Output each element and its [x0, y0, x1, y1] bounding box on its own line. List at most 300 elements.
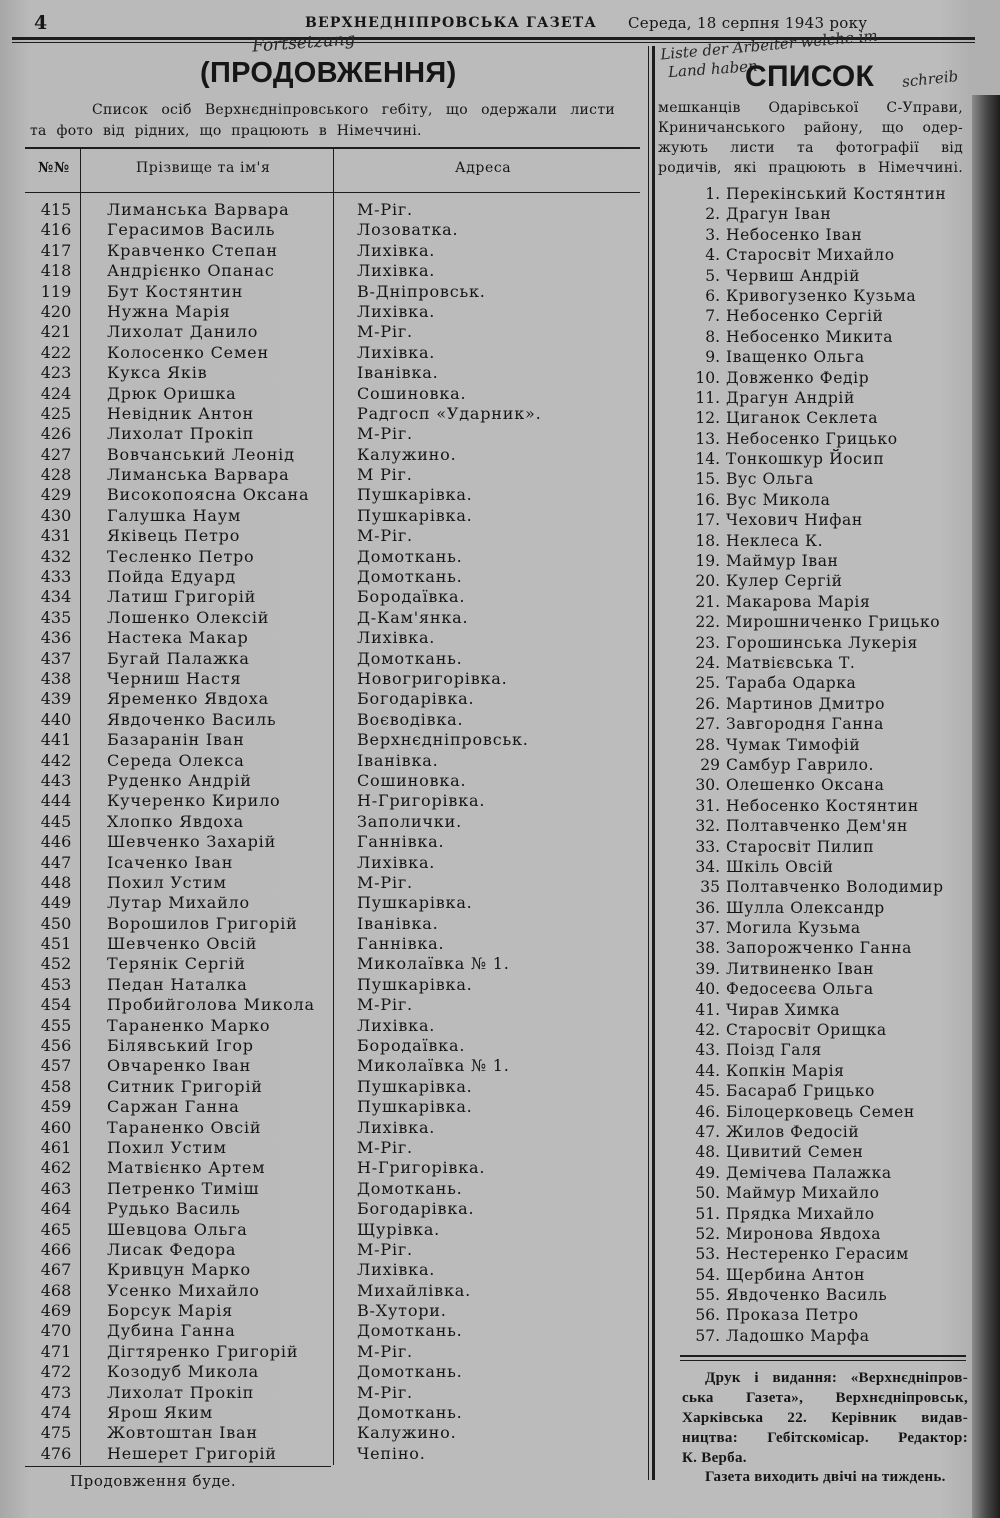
list-item	[660, 266, 970, 286]
list-item	[660, 673, 970, 693]
list-item	[660, 1183, 970, 1203]
item-number: 41.	[695, 1000, 720, 1019]
list-item	[660, 898, 970, 918]
item-number: 43.	[695, 1041, 720, 1060]
column-header-address: Адреса	[455, 160, 512, 176]
table-row	[0, 547, 640, 567]
row-number: 445	[40, 811, 72, 831]
list-item	[660, 1040, 970, 1060]
item-name: Щербина Антон	[726, 1265, 866, 1284]
left-intro-line: Список осіб Верхнєдніпровського гебіту, що одержали листи	[92, 102, 615, 118]
row-address: Лихівка.	[357, 628, 436, 648]
row-number: 476	[40, 1443, 72, 1463]
table-row	[0, 1444, 640, 1464]
item-number: 52.	[695, 1224, 720, 1243]
item-name: Мирошниченко Грицько	[726, 613, 941, 632]
list-item	[660, 1265, 970, 1285]
table-bottom-rule	[25, 1466, 331, 1467]
item-number: 4.	[705, 246, 720, 265]
row-name: Кривцун Марко	[107, 1260, 251, 1280]
row-name: Кукса Яків	[107, 363, 208, 383]
row-name: Дубина Ганна	[107, 1321, 236, 1341]
row-number: 447	[40, 852, 72, 872]
item-name: Вус Ольга	[726, 470, 814, 489]
item-number: 23.	[695, 633, 720, 652]
list-item	[660, 612, 970, 632]
item-number: 22.	[695, 613, 720, 632]
row-name: Тараненко Овсій	[107, 1117, 262, 1137]
list-item	[660, 490, 970, 510]
list-item	[660, 877, 970, 897]
table-row	[0, 1077, 640, 1097]
list-item	[660, 755, 970, 775]
table-row	[0, 1403, 640, 1423]
row-name: Овчаренко Іван	[107, 1056, 252, 1076]
item-name: Іващенко Ольга	[726, 348, 865, 367]
table-row	[0, 628, 640, 648]
row-address: Домоткань.	[357, 546, 463, 566]
list-item	[660, 571, 970, 591]
list-item	[660, 1102, 970, 1122]
item-number: 15.	[695, 470, 720, 489]
table-row	[0, 424, 640, 444]
row-address: Калужино.	[357, 444, 457, 464]
continuation-title: (ПРОДОВЖЕННЯ)	[200, 57, 457, 89]
row-number: 416	[40, 220, 72, 240]
row-address: Іванівка.	[357, 913, 439, 933]
list-item	[660, 1326, 970, 1346]
row-number: 454	[40, 995, 72, 1015]
item-name: Цивитий Семен	[726, 1143, 864, 1162]
table-row	[0, 241, 640, 261]
row-name: Лиманська Варвара	[107, 465, 290, 485]
handwritten-note-left: Fortsetzung	[251, 29, 356, 57]
row-name: Невідник Антон	[107, 403, 254, 423]
item-number: 50.	[695, 1184, 720, 1203]
item-name: Драгун Іван	[726, 205, 832, 224]
list-item	[660, 1224, 970, 1244]
row-number: 455	[40, 1015, 72, 1035]
row-address: Домоткань.	[357, 648, 463, 668]
item-name: Ладошко Марфа	[726, 1326, 870, 1345]
row-address: Лихівка.	[357, 1117, 436, 1137]
item-number: 45.	[695, 1082, 720, 1101]
list-item	[660, 979, 970, 999]
row-address: Богодарівка.	[357, 1199, 475, 1219]
item-number: 29	[700, 755, 720, 774]
right-intro-line: родичів, які працюють в Німеччині.	[658, 160, 963, 176]
row-number: 440	[40, 709, 72, 729]
table-row	[0, 1016, 640, 1036]
row-number: 449	[40, 893, 72, 913]
table-row	[0, 567, 640, 587]
row-number: 469	[40, 1301, 72, 1321]
row-number: 453	[40, 974, 72, 994]
item-number: 55.	[695, 1286, 720, 1305]
table-row	[0, 791, 640, 811]
row-address: Д-Кам'янка.	[357, 607, 469, 627]
row-address: М-Ріг.	[357, 200, 413, 219]
item-name: Запорожченко Ганна	[726, 939, 912, 958]
item-name: Чумак Тимофій	[726, 735, 861, 754]
handwritten-note-right: schreib	[901, 67, 960, 91]
row-address: Н-Григорівка.	[357, 791, 486, 811]
item-name: Шулла Олександр	[726, 898, 885, 917]
list-item	[660, 1061, 970, 1081]
table-row	[0, 1199, 640, 1219]
publication-frequency: Газета виходить двічі на тиждень.	[705, 1469, 946, 1485]
row-name: Середа Олекса	[107, 750, 245, 770]
item-name: Матвієвська Т.	[726, 653, 856, 672]
list-item	[660, 653, 970, 673]
row-name: Лисак Федора	[107, 1239, 237, 1259]
table-row	[0, 873, 640, 893]
list-item	[660, 1244, 970, 1264]
item-name: Перекінський Костянтин	[726, 185, 947, 203]
row-number: 435	[40, 607, 72, 627]
table-row	[0, 649, 640, 669]
item-number: 21.	[695, 592, 720, 611]
recipients-table-body	[0, 200, 640, 1464]
row-number: 421	[40, 322, 72, 342]
table-row	[0, 363, 640, 383]
item-name: Олешенко Оксана	[726, 776, 885, 795]
row-name: Вовчанський Леонід	[107, 444, 295, 464]
right-intro-line: мешканців Одарівської С-Управи,	[658, 100, 963, 116]
to-be-continued: Продовження буде.	[70, 1472, 237, 1490]
row-address: Миколаївка № 1.	[357, 1056, 510, 1076]
imprint-line: К. Верба.	[682, 1450, 747, 1466]
row-number: 420	[40, 301, 72, 321]
row-number: 425	[40, 403, 72, 423]
item-name: Неклеса К.	[726, 531, 824, 550]
row-address: В-Хутори.	[357, 1301, 447, 1321]
list-item	[660, 245, 970, 265]
item-name: Небосенко Костянтин	[726, 796, 919, 815]
list-title: СПИСОК	[745, 60, 875, 93]
list-item	[660, 1020, 970, 1040]
item-number: 44.	[695, 1061, 720, 1080]
newspaper-title: ВЕРХНЕДНІПРОВСЬКА ГАЗЕТА	[305, 15, 597, 31]
row-address: Пушкарівка.	[357, 893, 473, 913]
item-name: Кулер Сергій	[726, 572, 843, 591]
item-number: 36.	[695, 898, 720, 917]
list-item	[660, 225, 970, 245]
item-number: 12.	[695, 409, 720, 428]
item-number: 19.	[695, 552, 720, 571]
row-name: Бут Костянтин	[107, 281, 244, 301]
row-name: Лихолат Прокіп	[107, 424, 255, 444]
item-number: 1.	[705, 185, 720, 203]
row-name: Нужна Марія	[107, 301, 231, 321]
row-name: Дігтяренко Григорій	[107, 1341, 299, 1361]
table-row	[0, 934, 640, 954]
row-address: Сошиновка.	[357, 383, 467, 403]
item-number: 46.	[695, 1102, 720, 1121]
table-row	[0, 445, 640, 465]
list-item	[660, 1305, 970, 1325]
row-number: 461	[40, 1137, 72, 1157]
row-number: 458	[40, 1076, 72, 1096]
row-name: Петренко Тиміш	[107, 1178, 260, 1198]
table-row	[0, 220, 640, 240]
list-item	[660, 1163, 970, 1183]
item-number: 35	[700, 878, 720, 897]
item-number: 11.	[695, 388, 720, 407]
item-name: Чехович Нифан	[726, 511, 863, 530]
item-number: 27.	[695, 715, 720, 734]
row-address: Ганнівка.	[357, 832, 445, 852]
item-name: Поізд Галя	[726, 1041, 822, 1060]
list-item	[660, 408, 970, 428]
row-number: 451	[40, 934, 72, 954]
table-row	[0, 587, 640, 607]
row-address: М-Ріг.	[357, 1382, 413, 1402]
row-name: Похил Устим	[107, 872, 227, 892]
imprint-rule-thin	[680, 1360, 966, 1361]
table-row	[0, 853, 640, 873]
row-address: Пушкарівка.	[357, 485, 473, 505]
item-number: 31.	[695, 796, 720, 815]
row-number: 460	[40, 1117, 72, 1137]
row-number: 459	[40, 1097, 72, 1117]
item-number: 25.	[695, 674, 720, 693]
table-row	[0, 200, 640, 220]
table-row	[0, 1321, 640, 1341]
row-name: Бугай Палажка	[107, 648, 250, 668]
row-name: Ворошилов Григорій	[107, 913, 298, 933]
list-item	[660, 1122, 970, 1142]
item-name: Макарова Марія	[726, 592, 871, 611]
imprint-line: Друк і видання: «Верхнєдніпров-	[705, 1370, 968, 1386]
item-number: 53.	[695, 1245, 720, 1264]
item-number: 51.	[695, 1204, 720, 1223]
row-number: 426	[40, 424, 72, 444]
list-item	[660, 510, 970, 530]
column-header-name: Прізвище та ім'я	[136, 160, 271, 176]
list-item	[660, 918, 970, 938]
row-name: Кучеренко Кирило	[107, 791, 281, 811]
row-number: 452	[40, 954, 72, 974]
table-row	[0, 1362, 640, 1382]
item-name: Циганок Секлета	[726, 409, 879, 428]
table-row	[0, 1118, 640, 1138]
table-row	[0, 608, 640, 628]
row-number: 443	[40, 770, 72, 790]
item-name: Копкін Марія	[726, 1061, 845, 1080]
table-row	[0, 1240, 640, 1260]
row-name: Борсук Марія	[107, 1301, 234, 1321]
row-address: Лозоватка.	[357, 220, 459, 240]
item-name: Нестеренко Герасим	[726, 1245, 909, 1264]
row-number: 475	[40, 1423, 72, 1443]
row-address: Радгосп «Ударник».	[357, 403, 542, 423]
row-name: Лошенко Олексій	[107, 607, 270, 627]
item-name: Явдоченко Василь	[726, 1286, 888, 1305]
row-address: Н-Григорівка.	[357, 1158, 486, 1178]
row-name: Лутар Михайло	[107, 893, 250, 913]
row-address: Калужино.	[357, 1423, 457, 1443]
table-row	[0, 1260, 640, 1280]
item-number: 9.	[705, 348, 720, 367]
item-name: Небосенко Грицько	[726, 429, 898, 448]
item-number: 34.	[695, 857, 720, 876]
list-item	[660, 429, 970, 449]
right-intro-line: жують листи та фотографії від	[658, 140, 963, 156]
row-number: 119	[40, 281, 72, 301]
table-row	[0, 689, 640, 709]
table-row	[0, 1220, 640, 1240]
list-item	[660, 714, 970, 734]
row-number: 417	[40, 240, 72, 260]
row-name: Похил Устим	[107, 1137, 227, 1157]
row-number: 434	[40, 587, 72, 607]
item-name: Драгун Андрій	[726, 388, 855, 407]
row-number: 424	[40, 383, 72, 403]
row-number: 432	[40, 546, 72, 566]
column-divider-thin	[648, 46, 649, 1480]
row-number: 470	[40, 1321, 72, 1341]
odarivka-list	[660, 184, 970, 1346]
row-name: Усенко Михайло	[107, 1280, 260, 1300]
table-row	[0, 893, 640, 913]
row-address: М-Ріг.	[357, 322, 413, 342]
table-row	[0, 954, 640, 974]
row-name: Терянік Сергій	[107, 954, 246, 974]
row-address: Богодарівка.	[357, 689, 475, 709]
item-name: Полтавченко Володимир	[726, 878, 944, 897]
item-name: Литвиненко Іван	[726, 959, 875, 978]
list-item	[660, 531, 970, 551]
item-number: 14.	[695, 450, 720, 469]
item-name: Горошинська Лукерія	[726, 633, 918, 652]
item-number: 18.	[695, 531, 720, 550]
item-number: 3.	[705, 225, 720, 244]
row-number: 439	[40, 689, 72, 709]
item-name: Маймур Іван	[726, 552, 839, 571]
row-address: Михайлівка.	[357, 1280, 471, 1300]
row-number: 422	[40, 342, 72, 362]
row-number: 438	[40, 668, 72, 688]
row-address: Пушкарівка.	[357, 505, 473, 525]
list-item	[660, 1000, 970, 1020]
item-number: 7.	[705, 307, 720, 326]
row-address: М-Ріг.	[357, 872, 413, 892]
item-name: Проказа Петро	[726, 1306, 859, 1325]
table-row	[0, 322, 640, 342]
list-item	[660, 469, 970, 489]
row-address: Іванівка.	[357, 363, 439, 383]
column-divider-thick	[652, 46, 655, 1480]
item-name: Прядка Михайло	[726, 1204, 875, 1223]
list-item	[660, 327, 970, 347]
item-number: 6.	[705, 286, 720, 305]
list-item	[660, 775, 970, 795]
row-address: Лихівка.	[357, 261, 436, 281]
imprint-line: Харківська 22. Керівник видав-	[682, 1410, 968, 1426]
item-number: 20.	[695, 572, 720, 591]
table-row	[0, 812, 640, 832]
row-name: Шевцова Ольга	[107, 1219, 248, 1239]
list-item	[660, 938, 970, 958]
scan-edge	[972, 95, 1000, 1518]
row-name: Рудько Василь	[107, 1199, 241, 1219]
row-name: Нешерет Григорій	[107, 1443, 277, 1463]
item-name: Вус Микола	[726, 490, 831, 509]
item-number: 32.	[695, 817, 720, 836]
row-name: Ісаченко Іван	[107, 852, 234, 872]
table-row	[0, 832, 640, 852]
row-name: Лихолат Прокіп	[107, 1382, 255, 1402]
row-number: 472	[40, 1362, 72, 1382]
imprint-line: ництва: Гебітскомісар. Редактор:	[682, 1430, 968, 1446]
list-item	[660, 1285, 970, 1305]
item-number: 39.	[695, 959, 720, 978]
row-number: 450	[40, 913, 72, 933]
row-number: 446	[40, 832, 72, 852]
list-item	[660, 592, 970, 612]
item-name: Самбур Гаврило.	[726, 755, 875, 774]
table-row	[0, 669, 640, 689]
row-name: Жовтоштан Іван	[107, 1423, 258, 1443]
column-header-number: №№	[38, 160, 70, 176]
item-name: Могила Кузьма	[726, 919, 861, 938]
table-row	[0, 1158, 640, 1178]
table-row	[0, 995, 640, 1015]
item-number: 38.	[695, 939, 720, 958]
row-address: В-Дніпровськ.	[357, 281, 486, 301]
row-address: М-Ріг.	[357, 526, 413, 546]
item-number: 17.	[695, 511, 720, 530]
table-row	[0, 1383, 640, 1403]
row-address: М-Ріг.	[357, 1137, 413, 1157]
item-number: 49.	[695, 1163, 720, 1182]
table-row	[0, 710, 640, 730]
table-row	[0, 771, 640, 791]
list-item	[660, 857, 970, 877]
row-name: Пойда Едуард	[107, 567, 236, 587]
row-name: Латиш Григорій	[107, 587, 257, 607]
row-address: Лихівка.	[357, 1260, 436, 1280]
row-name: Яременко Явдоха	[107, 689, 269, 709]
row-name: Ситник Григорій	[107, 1076, 263, 1096]
item-number: 48.	[695, 1143, 720, 1162]
item-number: 8.	[705, 327, 720, 346]
row-number: 442	[40, 750, 72, 770]
row-address: Заполички.	[357, 811, 462, 831]
row-number: 471	[40, 1341, 72, 1361]
row-name: Колосенко Семен	[107, 342, 269, 362]
list-item	[660, 388, 970, 408]
row-name: Настека Макар	[107, 628, 249, 648]
list-item	[660, 184, 970, 204]
item-name: Жилов Федосій	[726, 1122, 860, 1141]
row-number: 441	[40, 730, 72, 750]
item-number: 37.	[695, 919, 720, 938]
row-number: 462	[40, 1158, 72, 1178]
row-name: Саржан Ганна	[107, 1097, 240, 1117]
row-name: Лихолат Данило	[107, 322, 259, 342]
row-number: 444	[40, 791, 72, 811]
item-number: 5.	[705, 266, 720, 285]
list-item	[660, 286, 970, 306]
row-name: Черниш Настя	[107, 668, 242, 688]
row-name: Руденко Андрій	[107, 770, 252, 790]
row-number: 464	[40, 1199, 72, 1219]
row-name: Тараненко Марко	[107, 1015, 271, 1035]
row-address: Пушкарівка.	[357, 974, 473, 994]
list-item	[660, 694, 970, 714]
